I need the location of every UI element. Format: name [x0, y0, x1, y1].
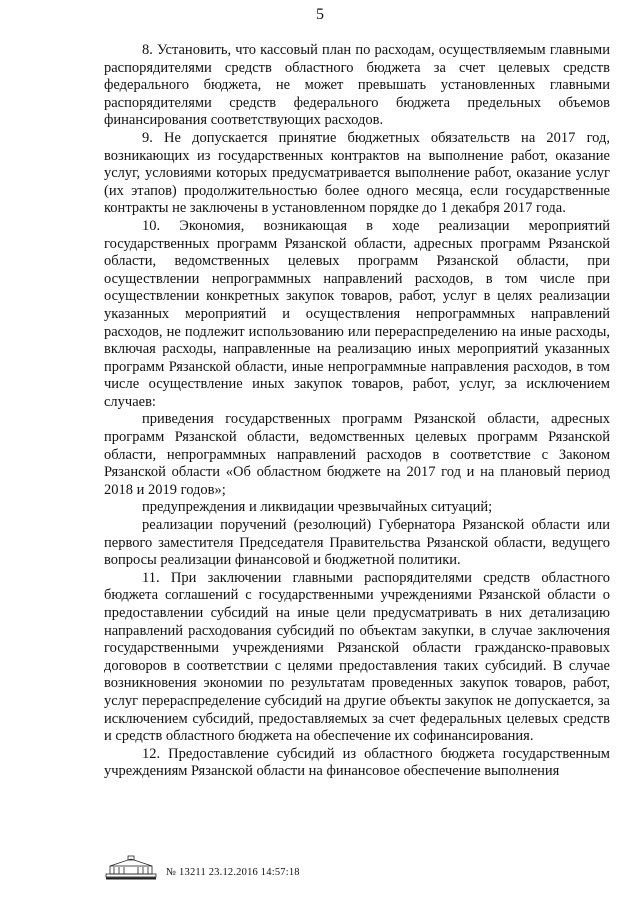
- paragraph-10-case-1: приведения государственных программ Рязанской области, адресных программ Рязанской области, ведомственных целевых программ Рязанской области, непрограммных направлений расходов в соответствие с Законом Рязанской области «Об областном бюджете на 2017 год и на плановый период 2018 и 2019 годов»;: [104, 411, 610, 498]
- paragraph-12: 12. Предоставление субсидий из областного бюджета государственным учреждениям Рязанской области на финансовое обеспечение выполнения: [104, 745, 610, 780]
- paragraph-8: 8. Установить, что кассовый план по расходам, осуществляемым главными распорядителями средств областного бюджета за счет целевых средств федерального бюджета, не может превышать установленных главными распорядителями средств федерального бюджета предельных объемов финансирования соответствующих расходов.: [104, 42, 610, 129]
- page-number: 5: [316, 6, 324, 23]
- document-footer: [104, 850, 300, 880]
- document-body: [104, 42, 610, 781]
- paragraph-10-case-2: предупреждения и ликвидации чрезвычайных ситуаций;: [142, 499, 493, 516]
- paragraph-10: 10. Экономия, возникающая в ходе реализации мероприятий государственных программ Рязанской области, адресных программ Рязанской области, ведомственных целевых программ Рязанской области, при осуществлении непрограммных направлений расходов, в том числе при осуществлении конкретных закупок товаров, работ, услуг в целях реализации указанных мероприятий и осуществления непрограммных направлений расходов, не подлежит использованию или перераспределению на иные расходы, включая расходы, направленные на реализацию иных мероприятий указанных программ Рязанской области, иные непрограммные направления расходов, в том числе осуществление иных закупок товаров, работ, услуг, за исключением случаев:: [104, 217, 610, 410]
- government-building-icon: [104, 854, 158, 880]
- document-registration-stamp: № 13211 23.12.2016 14:57:18: [166, 867, 300, 878]
- paragraph-11: 11. При заключении главными распорядителями средств областного бюджета соглашений с государственными учреждениями Рязанской области о предоставлении субсидий на иные цели предусматривать в них детализацию направлений расходования субсидий по объектам закупки, в случае заключения государственными учреждениями Рязанской области гражданско-правовых договоров в соответствии с целями предоставления таких субсидий. В случае возникновения экономии по результатам проведенных закупок товаров, работ, услуг перераспределение субсидий на другие объекты закупок не допускается, за исключением субсидий, предоставляемых за счет федеральных целевых средств и средств областного бюджета на обеспечение их софинансирования.: [104, 569, 610, 745]
- paragraph-10-case-3: реализации поручений (резолюций) Губернатора Рязанской области или первого заместителя Председателя Правительства Рязанской области, ведущего вопросы реализации финансовой и бюджетной политики.: [104, 517, 610, 569]
- paragraph-9: 9. Не допускается принятие бюджетных обязательств на 2017 год, возникающих из государственных контрактов на выполнение работ, оказание услуг, условиями которых предусматривается выполнение работ, оказание услуг (их этапов) продолжительностью более одного месяца, если государственные контракты не заключены в установленном порядке до 1 декабря 2017 года.: [104, 129, 610, 217]
